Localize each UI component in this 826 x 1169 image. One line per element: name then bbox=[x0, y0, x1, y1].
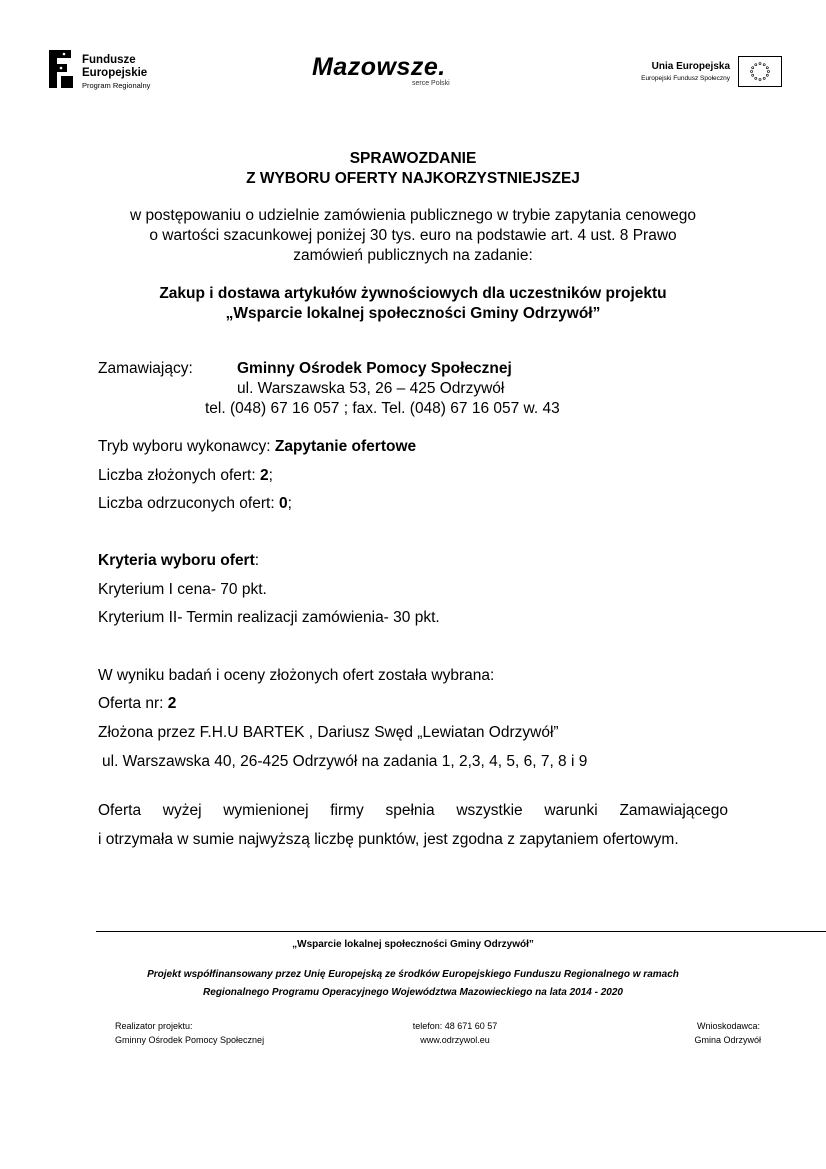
footer-phone: telefon: 48 671 60 57 bbox=[412, 1021, 498, 1031]
selected-offer bbox=[98, 694, 176, 714]
footer-cofinancing-line1: Projekt współfinansowany przez Unię Europejską ze środków Europejskiego Funduszu Regionalnego w ramach bbox=[147, 969, 679, 980]
footer-project-name: „Wsparcie lokalnej społeczności Gminy Odrzywół” bbox=[292, 939, 534, 950]
buyer-address: ul. Warszawska 53, 26 – 425 Odrzywół bbox=[237, 380, 505, 397]
footer-website: www.odrzywol.eu bbox=[420, 1035, 490, 1045]
offers-count-value: 2 bbox=[259, 467, 269, 484]
offers-count: Liczba złożonych ofert: 2; bbox=[98, 467, 273, 484]
ue-logo-line1: Unia Europejska bbox=[651, 61, 730, 72]
criterion-2: Kryterium II- Termin realizacji zamówienia- 30 pkt. bbox=[98, 609, 440, 626]
footer-realizer-label: Realizator projektu: bbox=[115, 1021, 193, 1031]
criteria-heading: Kryteria wyboru ofert: bbox=[98, 552, 260, 569]
subject-line2: „Wsparcie lokalnej społeczności Gminy Odrzywół” bbox=[225, 305, 601, 322]
submitted-address: ul. Warszawska 40, 26-425 Odrzywół na zadania 1, 2,3, 4, 5, 6, 7, 8 i 9 bbox=[102, 753, 588, 770]
doc-title-line2: Z WYBORU OFERTY NAJKORZYSTNIEJSZEJ bbox=[246, 170, 580, 187]
selection-mode bbox=[98, 437, 416, 457]
footer-divider bbox=[96, 931, 826, 932]
selection-mode-label: Tryb wyboru wykonawcy: bbox=[98, 438, 275, 455]
doc-title-line1: SPRAWOZDANIE bbox=[349, 150, 477, 167]
intro-line1: w postępowaniu o udzielnie zamówienia publicznego w trybie zapytania cenowego bbox=[129, 207, 697, 224]
fe-logo-line1: Fundusze bbox=[82, 54, 136, 66]
rejected-count-label: Liczba odrzuconych ofert: bbox=[98, 495, 279, 512]
buyer-label: Zamawiający: bbox=[98, 360, 193, 377]
fe-logo-line2: Europejskie bbox=[82, 67, 148, 79]
rejected-count-value: 0 bbox=[278, 495, 288, 512]
eu-flag-icon bbox=[738, 56, 782, 87]
selected-offer-label: Oferta nr: bbox=[98, 695, 168, 712]
buyer-phone: tel. (048) 67 16 057 ; fax. Tel. (048) 67 16 057 w. 43 bbox=[205, 400, 560, 417]
offers-count-label: Liczba złożonych ofert: bbox=[98, 467, 260, 484]
footer-cofinancing-line2: Regionalnego Programu Operacyjnego Województwa Mazowieckiego na lata 2014 - 2020 bbox=[203, 987, 623, 998]
result-intro: W wyniku badań i oceny złożonych ofert została wybrana: bbox=[98, 667, 495, 684]
rejected-count: Liczba odrzuconych ofert: 0; bbox=[98, 495, 292, 512]
footer-applicant-label: Wnioskodawca: bbox=[696, 1021, 760, 1031]
selected-offer-value: 2 bbox=[167, 695, 177, 712]
criteria-title: Kryteria wyboru ofert bbox=[98, 552, 255, 569]
footer-applicant-name: Gmina Odrzywół bbox=[694, 1035, 761, 1045]
subject-line1: Zakup i dostawa artykułów żywnościowych dla uczestników projektu bbox=[159, 285, 667, 302]
ue-logo-line2: Europejski Fundusz Społeczny bbox=[641, 75, 730, 82]
footer-realizer-name: Gminny Ośrodek Pomocy Społecznej bbox=[115, 1035, 265, 1045]
submitted-by: Złożona przez F.H.U BARTEK , Dariusz Swęd „Lewiatan Odrzywół” bbox=[98, 724, 559, 741]
summary-line1: Oferta wyżej wymienionej firmy spełnia wszystkie warunki Zamawiającego bbox=[98, 802, 728, 819]
summary-line2: i otrzymała w sumie najwyższą liczbę punktów, jest zgodna z zapytaniem ofertowym. bbox=[98, 831, 679, 848]
fe-logo-line3: Program Regionalny bbox=[82, 81, 151, 90]
intro-line2: o wartości szacunkowej poniżej 30 tys. euro na podstawie art. 4 ust. 8 Prawo bbox=[149, 227, 677, 244]
selection-mode-value: Zapytanie ofertowe bbox=[274, 438, 417, 455]
mazowsze-tagline: serce Polski bbox=[412, 80, 450, 87]
mazowsze-logo: Mazowsze. bbox=[312, 53, 446, 81]
fundusze-europejskie-logo-icon bbox=[49, 50, 73, 88]
buyer-name: Gminny Ośrodek Pomocy Społecznej bbox=[237, 360, 512, 377]
intro-line3: zamówień publicznych na zadanie: bbox=[293, 247, 533, 264]
criterion-1: Kryterium I cena- 70 pkt. bbox=[98, 581, 267, 598]
